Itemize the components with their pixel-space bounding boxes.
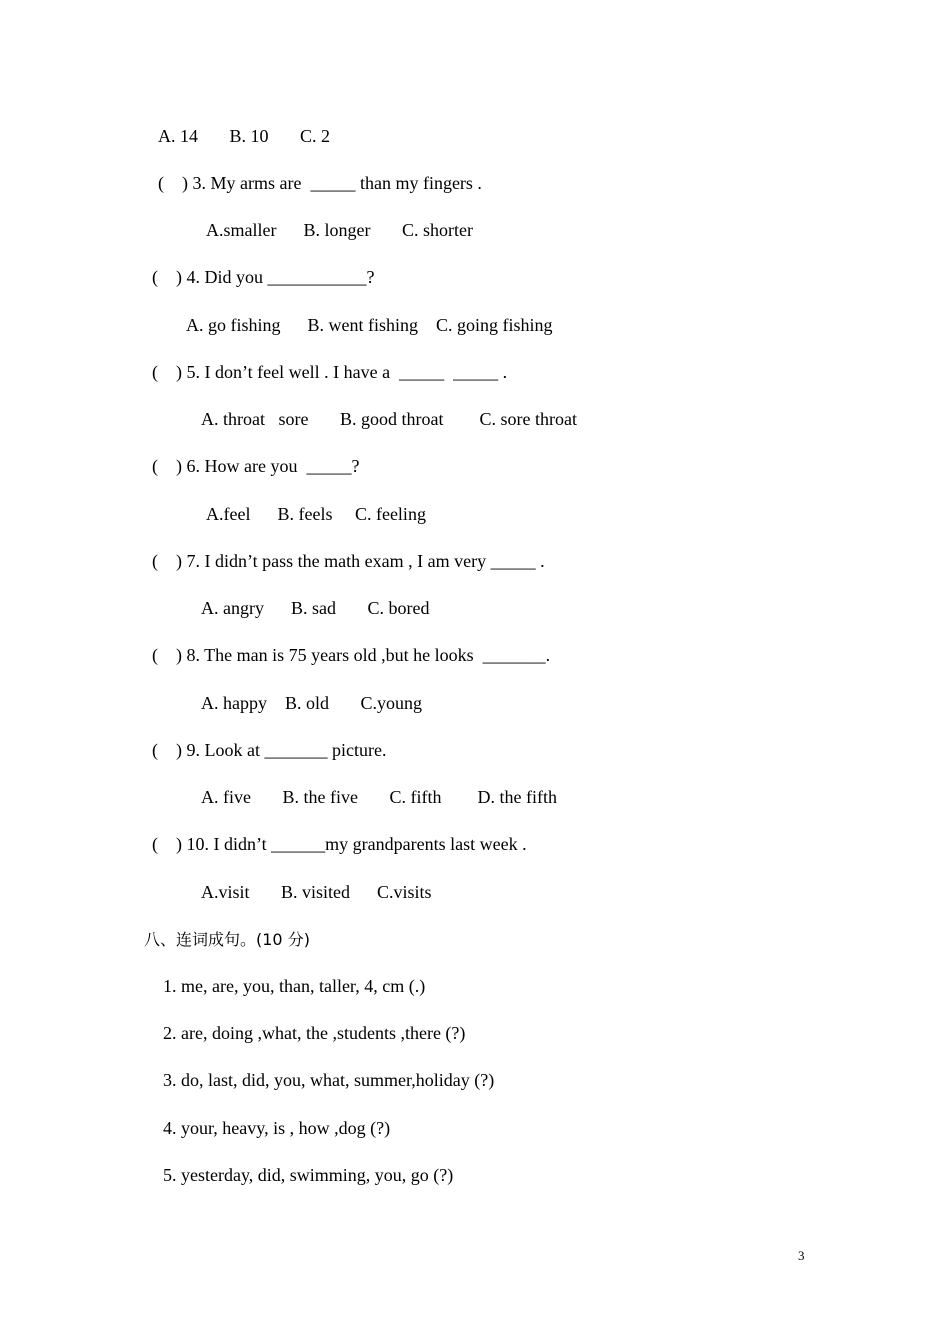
line-q2-options: A. 14 B. 10 C. 2	[158, 126, 331, 146]
line-q10-options: A.visit B. visited C.visits	[201, 882, 432, 902]
line-q6-options: A.feel B. feels C. feeling	[206, 504, 426, 524]
line-q7: ( ) 7. I didn’t pass the math exam , I am very _____ .	[152, 551, 545, 571]
line-q5-options: A. throat sore B. good throat C. sore throat	[201, 409, 577, 429]
line-q8-options: A. happy B. old C.young	[201, 693, 423, 713]
sentence-item-5: 5. yesterday, did, swimming, you, go (?)	[163, 1165, 454, 1185]
line-q9-options: A. five B. the five C. fifth D. the fifth	[201, 787, 557, 807]
line-q4: ( ) 4. Did you ___________?	[152, 267, 375, 287]
page-number: 3	[798, 1248, 805, 1263]
sentence-item-4: 4. your, heavy, is , how ,dog (?)	[163, 1118, 391, 1138]
line-q4-options: A. go fishing B. went fishing C. going fishing	[186, 315, 553, 335]
section-heading: 八、连词成句。(10 分)	[144, 930, 310, 949]
line-q8: ( ) 8. The man is 75 years old ,but he looks _______.	[152, 645, 551, 665]
line-q6: ( ) 6. How are you _____?	[152, 456, 360, 476]
sentence-item-3: 3. do, last, did, you, what, summer,holiday (?)	[163, 1070, 495, 1090]
line-q5: ( ) 5. I don’t feel well . I have a _____ _____ .	[152, 362, 508, 382]
line-q7-options: A. angry B. sad C. bored	[201, 598, 430, 618]
line-q3: ( ) 3. My arms are _____ than my fingers .	[158, 173, 482, 193]
sentence-item-1: 1. me, are, you, than, taller, 4, cm (.)	[163, 976, 426, 996]
line-q3-options: A.smaller B. longer C. shorter	[206, 220, 473, 240]
line-q10: ( ) 10. I didn’t ______my grandparents last week .	[152, 834, 527, 854]
line-q9: ( ) 9. Look at _______ picture.	[152, 740, 387, 760]
sentence-item-2: 2. are, doing ,what, the ,students ,there (?)	[163, 1023, 466, 1043]
